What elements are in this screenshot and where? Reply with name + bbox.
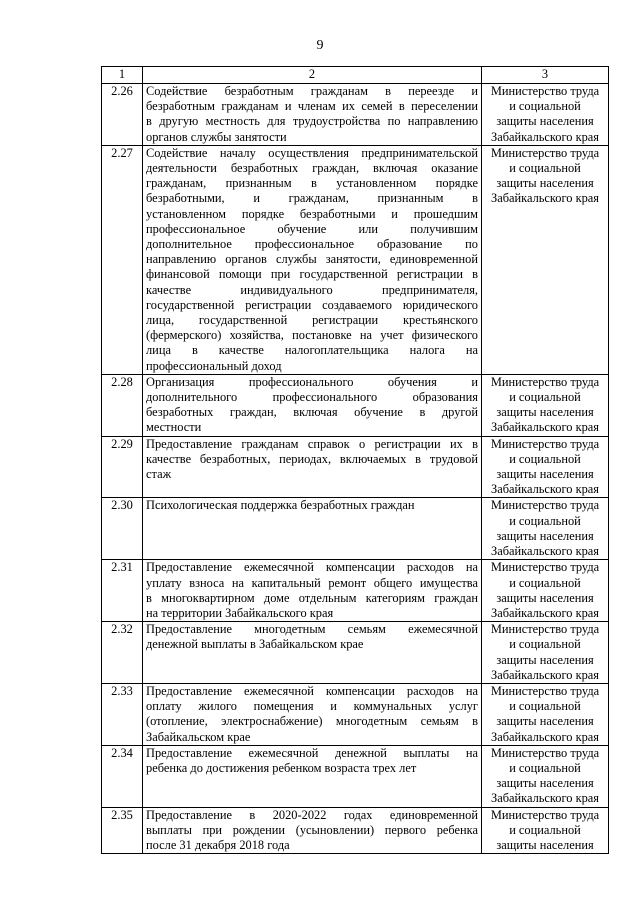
table-row [102,374,609,436]
responsible-agency-line: Забайкальского края [491,667,599,682]
row-number: 2.28 [102,374,143,436]
responsible-agency-line: и социальной [509,513,581,528]
responsible-agency-line: и социальной [509,451,581,466]
responsible-agency-line: Министерство труда [490,145,600,160]
row-number: 2.27 [102,145,143,374]
service-description-line: профессиональное обучение или получившим [146,221,478,236]
service-description-line: Содействие безработным гражданам в переезде и [146,84,478,98]
table-row [102,84,609,146]
responsible-agency [482,436,609,498]
responsible-agency-line: и социальной [509,390,581,405]
service-description-line: оплату жилого помещения и коммунальных услуг [146,699,478,714]
responsible-agency-line: Забайкальского края [491,420,599,435]
responsible-agency [482,84,609,146]
table-row [102,498,609,560]
row-number: 2.35 [102,807,143,854]
responsible-agency-line: Забайкальского края [491,791,599,806]
row-number: 2.31 [102,560,143,622]
service-description-line: качестве безработных, периодах, включаемых в трудовой [146,451,478,466]
row-number: 2.29 [102,436,143,498]
responsible-agency-line: защиты населения [496,652,594,667]
responsible-agency-line: Министерство труда [490,84,600,98]
service-description-line: Содействие началу осуществления предпринимательской [146,145,478,160]
service-description-line: после 31 декабря 2018 года [146,837,290,852]
service-description-line: Предоставление гражданам справок о регистрации их в [146,436,478,451]
service-description-line: Предоставление в 2020-2022 годах единовременной [146,807,478,822]
service-description-line: на территории Забайкальского края [146,605,334,620]
responsible-agency-line: Забайкальского края [491,605,599,620]
table-row [102,560,609,622]
responsible-agency-line: Забайкальского края [491,191,599,206]
responsible-agency-line: защиты населения [496,405,594,420]
responsible-agency-line: защиты населения [496,467,594,482]
service-description [143,84,482,146]
column-header-number: 1 [102,67,143,84]
service-description-line: безработных граждан, включая обучение в другой [146,405,478,420]
service-description [143,498,482,560]
service-description-line: органов службы занятости [146,129,287,144]
service-description-line: безработным гражданам и членам их семей в переселении [146,99,478,114]
row-number: 2.34 [102,745,143,807]
responsible-agency-line: и социальной [509,822,581,837]
service-description-line: Забайкальском крае [146,729,251,744]
service-description-line: выплаты при рождении (усыновлении) первого ребенка [146,822,478,837]
responsible-agency-line: Забайкальского края [491,482,599,497]
responsible-agency-line: Министерство труда [490,560,600,575]
table-header-row [102,67,609,84]
responsible-agency [482,374,609,436]
responsible-agency-line: Министерство труда [490,374,600,389]
responsible-agency-line: защиты населения [496,114,594,129]
service-description-line: денежной выплаты в Забайкальском крае [146,637,364,652]
table-row [102,683,609,745]
service-description-line: гражданам, признанным в установленном порядке [146,176,478,191]
service-description-line: в многоквартирном доме отдельным категориям граждан [146,590,478,605]
service-description-line: дополнительное профессиональное образование по [146,237,478,252]
row-number: 2.32 [102,622,143,684]
responsible-agency-line: защиты населения [496,176,594,191]
responsible-agency [482,498,609,560]
service-description-line: стаж [146,467,172,482]
service-description-line: профессиональный доход [146,358,282,373]
responsible-agency-line: и социальной [509,99,581,114]
service-description-line: Предоставление ежемесячной компенсации расходов на [146,560,478,575]
row-number: 2.30 [102,498,143,560]
service-description-line: Организация профессионального обучения и [146,374,478,389]
responsible-agency [482,745,609,807]
service-description-line: лица в качестве налогоплательщика налога на [146,343,478,358]
responsible-agency-line: Министерство труда [490,807,600,822]
service-description-line: государственной регистрации создаваемого юридического [146,297,478,312]
responsible-agency [482,807,609,854]
service-description-line: уплату взноса на капитальный ремонт общего имущества [146,575,478,590]
service-description-line: Психологическая поддержка безработных граждан [146,498,415,513]
responsible-agency-line: Министерство труда [490,622,600,637]
table-row [102,745,609,807]
responsible-agency-line: защиты населения [496,528,594,543]
service-description-line: качестве индивидуального предпринимателя, [146,282,478,297]
responsible-agency-line: Министерство труда [490,436,600,451]
table-row [102,436,609,498]
service-description [143,807,482,854]
responsible-agency-line: Министерство труда [490,683,600,698]
service-description-line: направлению органов службы занятости, единовременной [146,252,478,267]
column-header-agency: 3 [482,67,609,84]
responsible-agency-line: и социальной [509,637,581,652]
service-description [143,145,482,374]
responsible-agency-line: и социальной [509,161,581,176]
service-description-line: в другую местность для трудоустройства по направлению [146,114,478,129]
service-description-line: установленном порядке безработными и прошедшим [146,206,478,221]
service-description-line: лица, государственной регистрации крестьянского [146,313,478,328]
row-number: 2.26 [102,84,143,146]
responsible-agency-line: Министерство труда [490,498,600,513]
service-description [143,436,482,498]
service-description [143,374,482,436]
service-description-line: ребенка до достижения ребенком возраста трех лет [146,760,417,775]
service-description-line: местности [146,420,202,435]
services-table [101,66,609,854]
service-description-line: (фермерского) хозяйства, постановке на учет физического [146,328,478,343]
service-description-line: безработными, и гражданам, признанным в [146,191,478,206]
responsible-agency [482,683,609,745]
responsible-agency-line: и социальной [509,699,581,714]
responsible-agency [482,622,609,684]
responsible-agency [482,560,609,622]
column-header-service: 2 [143,67,482,84]
service-description [143,745,482,807]
responsible-agency-line: защиты населения [496,776,594,791]
service-description-line: Предоставление ежемесячной денежной выплаты на [146,745,478,760]
table-row [102,145,609,374]
responsible-agency-line: Забайкальского края [491,544,599,559]
table-row [102,622,609,684]
service-description-line: финансовой помощи при государственной регистрации в [146,267,478,282]
responsible-agency-line: защиты населения [496,837,594,852]
row-number: 2.33 [102,683,143,745]
table-row [102,807,609,854]
responsible-agency-line: и социальной [509,760,581,775]
responsible-agency-line: защиты населения [496,714,594,729]
responsible-agency-line: Министерство труда [490,745,600,760]
service-description-line: (отопление, электроснабжение) многодетным семьям в [146,714,478,729]
service-description-line: деятельности безработных граждан, включая оказание [146,161,478,176]
service-description-line: Предоставление ежемесячной компенсации расходов на [146,683,478,698]
service-description [143,622,482,684]
page-number: 9 [316,38,324,53]
responsible-agency [482,145,609,374]
service-description-line: дополнительного профессионального образования [146,390,478,405]
responsible-agency-line: и социальной [509,575,581,590]
service-description-line: Предоставление многодетным семьям ежемесячной [146,622,478,637]
responsible-agency-line: защиты населения [496,590,594,605]
responsible-agency-line: Забайкальского края [491,129,599,144]
responsible-agency-line: Забайкальского края [491,729,599,744]
service-description [143,560,482,622]
service-description [143,683,482,745]
